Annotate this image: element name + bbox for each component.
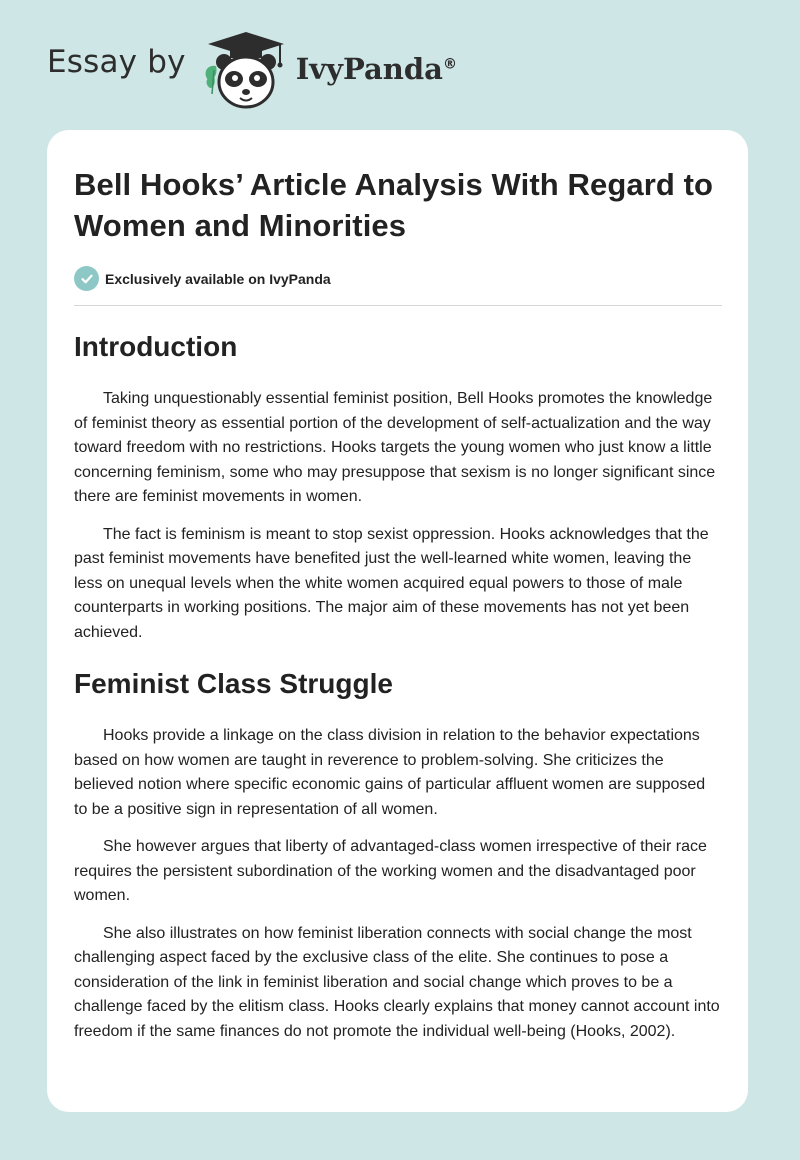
paragraph: Taking unquestionably essential feminist position, Bell Hooks promotes the knowledge of feminist theory as essential portion of the development of self-actualization and the way toward freedom with no restrictions. Hooks targets the young women who just know a little concerning feminism, some who may presuppose that sexism is no longer significant since there are feminist movements in women. (74, 390, 716, 505)
paragraph: The fact is feminism is meant to stop sexist oppression. Hooks acknowledges that the past feminist movements have benefited just the well-learned white women, leaving the less on unequal levels when the white women acquired equal powers to those of male counterparts in working positions. The major aim of these movements has not yet been achieved. (74, 525, 709, 641)
check-icon (74, 266, 99, 291)
paragraph: Hooks provide a linkage on the class division in relation to the behavior expectations based on how women are taught in reverence to problem-solving. She criticizes the believed notion where specific economic gains of particular affluent women are supposed to be a positive sign in representation of all women. (74, 727, 706, 818)
section-heading-introduction: Introduction (74, 331, 238, 362)
title-divider (74, 305, 722, 306)
panda-graduate-logo-icon[interactable] (200, 30, 292, 110)
brand-header (47, 30, 457, 110)
article-title: Bell Hooks’ Article Analysis With Regard to Women and Minorities (74, 167, 714, 243)
article-card (47, 130, 748, 1112)
registered-mark: ® (442, 56, 457, 73)
exclusive-badge-text: Exclusively available on IvyPanda (105, 270, 331, 287)
paragraph: She also illustrates on how feminist liberation connects with social change the most challenging aspect faced by the exclusive class of the elite. She continues to pose a consideration of the link in feminist liberation and social change which proves to be a challenge faced by the elitism class. Hooks clearly explains that money cannot account into freedom if the same finances do not promote the individual well-being (Hooks, 2002). (74, 924, 720, 1040)
section-heading-feminist-class-struggle: Feminist Class Struggle (74, 668, 393, 699)
brand-name: IvyPanda® (295, 52, 457, 86)
brand-prefix: Essay by (47, 44, 186, 80)
exclusive-badge (74, 266, 722, 291)
paragraph: She however argues that liberty of advantaged-class women irrespective of their race requires the persistent subordination of the working women and the disadvantaged poor women. (74, 838, 707, 904)
